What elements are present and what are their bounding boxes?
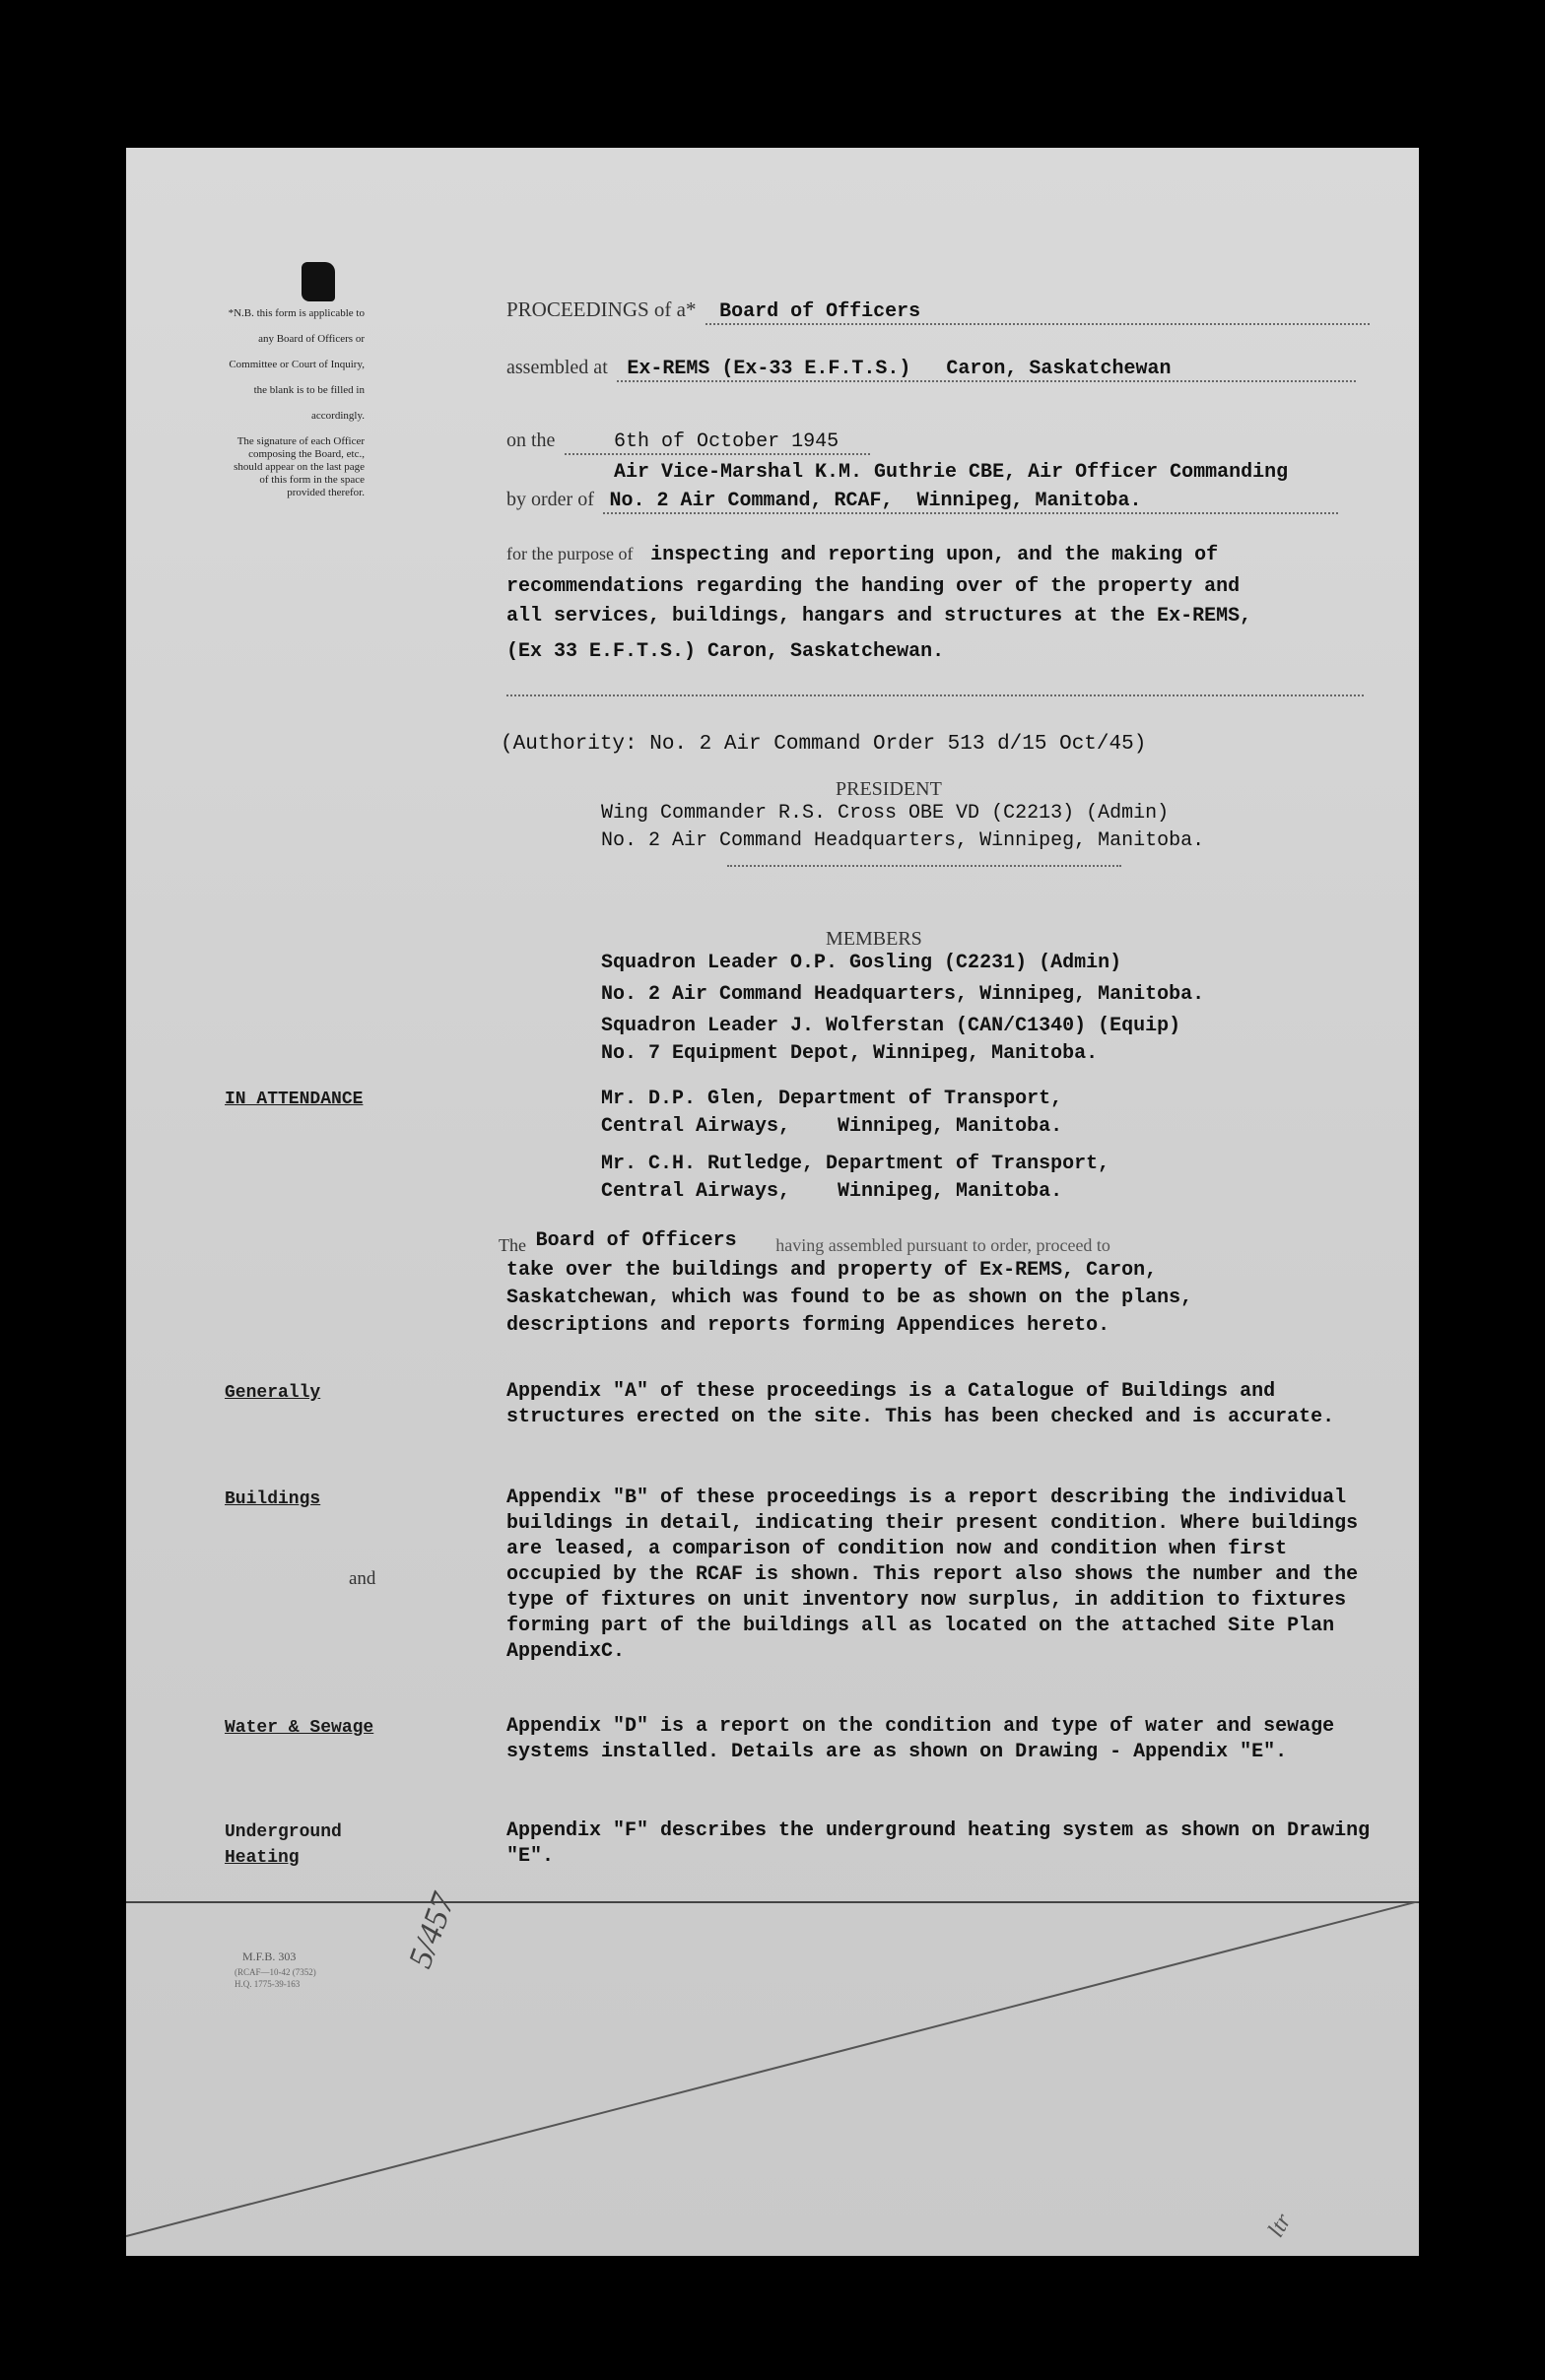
ink-blot [302, 262, 335, 301]
purpose-line-3: all services, buildings, hangars and structures at the Ex-REMS, [506, 605, 1252, 628]
proceedings-label: PROCEEDINGS of a* [506, 298, 697, 321]
president-rule [727, 865, 1121, 867]
diagonal-fold-line [126, 1901, 1419, 2256]
corner-mark: ltr [1262, 2209, 1297, 2242]
on-the-label: on the [506, 430, 556, 451]
date-value: 6th of October 1945 [565, 430, 870, 455]
section-water-text: Appendix "D" is a report on the condition and type of water and sewage systems installed. Details are as shown on Drawing - Appendix "E". [506, 1715, 1335, 1763]
section-buildings-label: Buildings [225, 1489, 321, 1509]
proceedings-value: Board of Officers [705, 300, 1370, 325]
assembly-printed: having assembled pursuant to order, proceed to [775, 1235, 1110, 1255]
section-heating-label: Underground [225, 1822, 342, 1842]
attendee-2-line-2: Central Airways, Winnipeg, Manitoba. [601, 1180, 1063, 1203]
section-heating-text: Appendix "F" describes the underground heating system as shown on Drawing "E". [506, 1819, 1371, 1868]
attendee-2-line-1: Mr. C.H. Rutledge, Department of Transport, [601, 1153, 1110, 1175]
purpose-line-1: inspecting and reporting upon, and the making of [650, 544, 1219, 566]
members-heading: MEMBERS [826, 928, 922, 950]
side-note-form: *N.B. this form is applicable to any Board of Officers or Committee or Court of Inquiry, the blank is to be filled in accordingly. [228, 307, 365, 422]
proceedings-row [506, 298, 1364, 325]
member-2-line-2: No. 7 Equipment Depot, Winnipeg, Manitoba. [601, 1042, 1099, 1065]
assembled-label: assembled at [506, 357, 608, 378]
assembly-line-2: take over the buildings and property of Ex-REMS, Caron, [506, 1259, 1158, 1282]
form-line-2: (RCAF—10-42 (7352) [235, 1967, 316, 1977]
assembly-the-label: The [499, 1235, 526, 1255]
handwritten-note: 5/457 [402, 1888, 463, 1973]
president-heading: PRESIDENT [836, 778, 942, 800]
order-line-2: No. 2 Air Command, RCAF, Winnipeg, Manitoba. [603, 490, 1338, 514]
section-buildings-label-2: and [349, 1568, 376, 1589]
section-heating-label-2: Heating [225, 1848, 300, 1868]
document-page [126, 148, 1419, 2256]
member-2-line-1: Squadron Leader J. Wolferstan (CAN/C1340) (Equip) [601, 1015, 1181, 1037]
section-buildings-text: Appendix "B" of these proceedings is a report describing the individual buildings in detail, indicating their present condition. Where buildings are leased, a comparison of condition now and condition when first occupied by the RCAF is shown. This report also shows the number and the type of fixtures on unit inventory now surplus, in addition to fixtures forming part of the buildings all as located on the attached Site Plan AppendixC. [506, 1487, 1359, 1663]
form-line-3: H.Q. 1775-39-163 [235, 1979, 301, 1989]
member-1-line-2: No. 2 Air Command Headquarters, Winnipeg, Manitoba. [601, 983, 1205, 1006]
attendee-1-line-2: Central Airways, Winnipeg, Manitoba. [601, 1115, 1063, 1138]
assembled-row [506, 357, 1419, 382]
by-order-row [506, 489, 1338, 514]
assembly-board: Board of Officers [535, 1229, 737, 1252]
assembly-row [499, 1229, 1110, 1258]
section-generally-text: Appendix "A" of these proceedings is a Catalogue of Buildings and structures erected on the site. This has been checked and is accurate. [506, 1380, 1335, 1428]
form-number: M.F.B. 303 [242, 1950, 297, 1963]
date-row [506, 430, 870, 455]
attendance-label: IN ATTENDANCE [225, 1090, 364, 1109]
president-line-2: No. 2 Air Command Headquarters, Winnipeg, Manitoba. [601, 829, 1205, 852]
authority-line: (Authority: No. 2 Air Command Order 513 d/15 Oct/45) [501, 733, 1147, 756]
assembled-value: Ex-REMS (Ex-33 E.F.T.S.) Caron, Saskatchewan [617, 358, 1356, 382]
order-line-1: Air Vice-Marshal K.M. Guthrie CBE, Air Officer Commanding [614, 461, 1289, 484]
section-water-label: Water & Sewage [225, 1718, 374, 1738]
member-1-line-1: Squadron Leader O.P. Gosling (C2231) (Admin) [601, 952, 1122, 974]
purpose-label: for the purpose of [506, 544, 634, 563]
side-note-signature: The signature of each Officer composing the Board, etc., should appear on the last page of this form in the space provided therefor. [234, 435, 365, 498]
purpose-line-4: (Ex 33 E.F.T.S.) Caron, Saskatchewan. [506, 640, 945, 663]
section-generally-label: Generally [225, 1383, 321, 1403]
purpose-line-2: recommendations regarding the handing over of the property and [506, 575, 1241, 598]
attendee-1-line-1: Mr. D.P. Glen, Department of Transport, [601, 1088, 1063, 1110]
purpose-rule [506, 694, 1364, 696]
by-order-label: by order of [506, 489, 594, 510]
purpose-row [506, 544, 1218, 566]
assembly-line-3: Saskatchewan, which was found to be as shown on the plans, [506, 1287, 1193, 1309]
assembly-line-4: descriptions and reports forming Appendices hereto. [506, 1314, 1110, 1337]
president-line-1: Wing Commander R.S. Cross OBE VD (C2213) (Admin) [601, 802, 1170, 825]
